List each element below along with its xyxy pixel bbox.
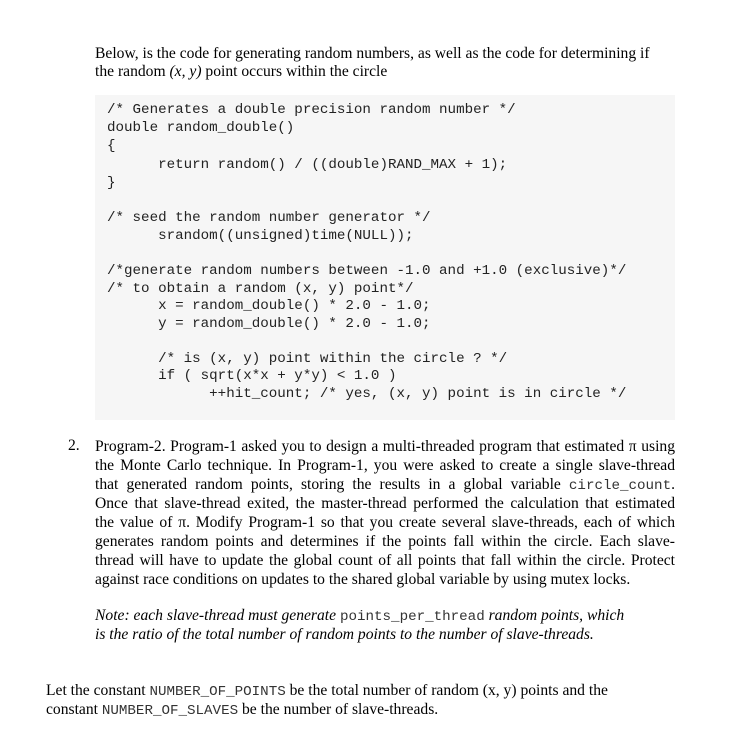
paragraph-line: thread will have to update the global count of all points that fall within the circle. Protect — [95, 552, 675, 569]
code-line: { — [107, 138, 116, 154]
paragraph-line: the value of π. Modify Program-1 so that you create several slave-threads, each of which — [95, 514, 675, 531]
number-of-points-code: NUMBER_OF_POINTS — [149, 684, 286, 700]
note-paragraph — [95, 606, 675, 644]
intro-xy: (x, y) — [169, 63, 202, 80]
intro-line: Below, is the code for generating random numbers, as well as the code for determining if — [95, 45, 650, 62]
points-per-thread-code: points_per_thread — [339, 609, 485, 625]
constants-text: Let the constant — [46, 682, 150, 699]
code-line: return random() / ((double)RAND_MAX + 1); — [107, 157, 508, 173]
code-line: /* Generates a double precision random number */ — [107, 102, 516, 118]
code-line: y = random_double() * 2.0 - 1.0; — [107, 316, 431, 332]
paragraph-line: generates random points and determines if the points fall within the circle. Each slave- — [95, 533, 675, 550]
intro-text: point occurs within the circle — [201, 63, 388, 80]
constants-line — [46, 700, 686, 719]
paragraph-text: . — [671, 476, 675, 493]
code-line: /* to obtain a random (x, y) point*/ — [107, 281, 414, 297]
code-line: ++hit_count; /* yes, (x, y) point is in circle */ — [107, 386, 627, 402]
code-line: if ( sqrt(x*x + y*y) < 1.0 ) — [107, 368, 397, 384]
note-text: Note: each slave-thread must generate — [95, 607, 340, 624]
paragraph-line: Program-2. Program-1 asked you to design a multi-threaded program that estimated π using — [95, 438, 675, 455]
code-line: x = random_double() * 2.0 - 1.0; — [107, 298, 431, 314]
paragraph-line — [95, 475, 675, 494]
code-line: /* seed the random number generator */ — [107, 210, 431, 226]
intro-paragraph — [95, 45, 675, 81]
code-line: double random_double() — [107, 120, 295, 136]
note-text: random points, which — [484, 607, 625, 624]
constants-paragraph — [46, 681, 686, 719]
paragraph-line: Once that slave-thread exited, the master-thread performed the calculation that estimated — [95, 495, 675, 512]
constants-line — [46, 681, 686, 700]
intro-line — [95, 63, 675, 81]
paragraph-line: the Monte Carlo technique. In Program-1, you were asked to create a single slave-thread — [95, 457, 675, 474]
paragraph-text: that generated random points, storing the results in a global variable — [95, 476, 569, 493]
code-line: /* is (x, y) point within the circle ? */ — [107, 351, 508, 367]
code-line: srandom((unsigned)time(NULL)); — [107, 228, 414, 244]
note-line: is the ratio of the total number of random points to the number of slave-threads. — [95, 626, 594, 643]
list-item-number: 2. — [68, 437, 80, 454]
code-line: } — [107, 175, 116, 191]
constants-text: be the number of slave-threads. — [238, 701, 439, 718]
intro-text: the random — [95, 63, 170, 80]
code-block — [95, 95, 675, 420]
number-of-slaves-code: NUMBER_OF_SLAVES — [101, 703, 239, 719]
constants-text: be the total number of random (x, y) points and the — [285, 682, 608, 699]
circle-count-code: circle_count — [568, 478, 672, 494]
paragraph-line: against race conditions on updates to the shared global variable by using mutex locks. — [95, 571, 631, 588]
note-line — [95, 606, 675, 625]
code-line: /*generate random numbers between -1.0 and +1.0 (exclusive)*/ — [107, 263, 627, 279]
program2-paragraph — [95, 437, 675, 589]
constants-text: constant — [46, 701, 102, 718]
